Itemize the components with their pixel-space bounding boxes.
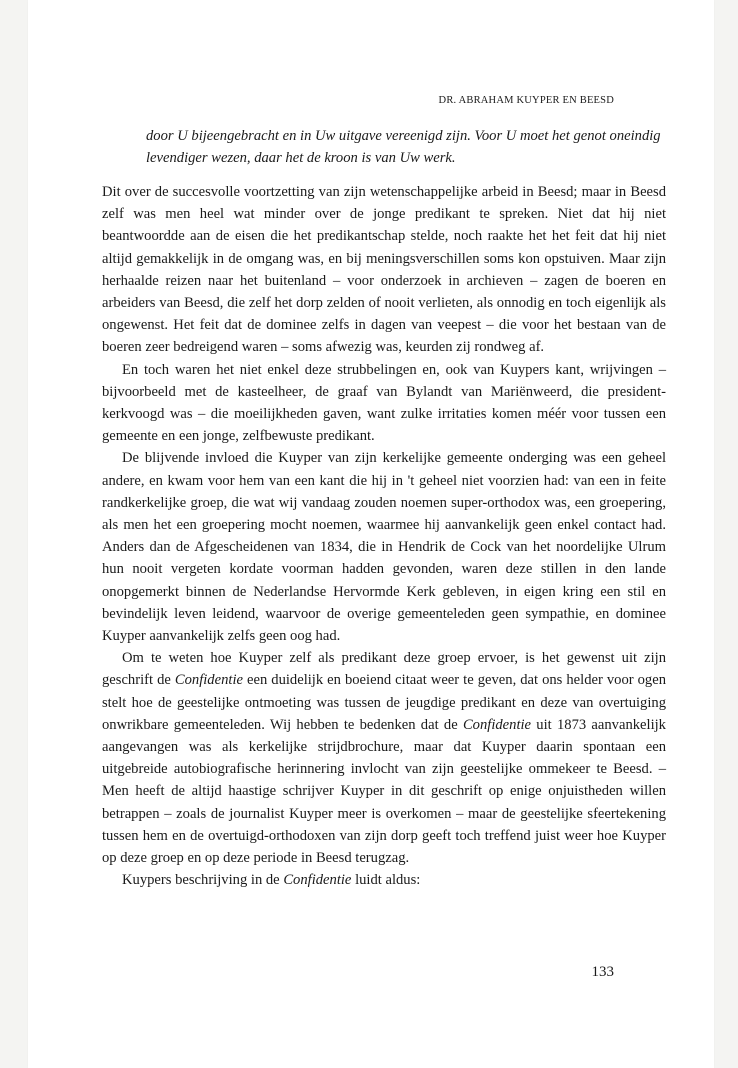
title-confidentie: Confidentie xyxy=(174,672,243,689)
paragraph-3: De blijvende invloed die Kuyper van zijn kerkelijke gemeente onderging was een geheel andere, en kwam voor hem van een kant die hij in 't geheel niet voorzien had: van een in feite randkerkelijke groep, die wat wij vandaag zouden noemen super-orthodox was, een groepering, als men het een groepering mocht noemen, waarmee hij aanvankelijk geen enkel contact had. Anders dan de Afgescheidenen van 1834, die in Hendrik de Cock van het noordelijke Ulrum hun nooit vergeten kordate voorman hadden gevonden, waren deze stillen in den lande onopgemerkt binnen de Nederlandse Hervormde Kerk gebleven, in eigen kring een stil en bevindelijk leven leidend, waarvoor de overige gemeenteleden geen sympathie, en dominee Kuyper aanvankelijk zelfs geen oog had. xyxy=(102,450,666,645)
paragraph-4-text-c: uit 1873 aanvankelijk aangevangen was als kerkelijke strijdbrochure, maar dat Kuyper daarin spontaan een uitgebreide autobiografische herinnering invlocht van zijn geestelijke ommekeer te Beesd. – Men heeft de altijd haastige schrijver Kuyper in dit geschrift op enige onjuistheden willen betrappen – zoals de journalist Kuyper meer is overkomen – maar de geestelijke sfeertekening tussen hem en de overtuigd-orthodoxen van zijn dorp geeft toch treffend juist weer hoe Kuyper op deze groep en op deze periode in Beesd terugzag. xyxy=(102,716,666,867)
page-number: 133 xyxy=(591,964,614,980)
running-head: DR. ABRAHAM KUYPER EN BEESD xyxy=(438,95,614,106)
paragraph-5-text-b: luidt aldus: xyxy=(351,872,421,889)
paragraph-1: Dit over de succesvolle voortzetting van zijn wetenschappelijke arbeid in Beesd; maar in Beesd zelf was men heel wat minder over de jonge predikant te spreken. Niet dat hij niet beantwoordde aan de eisen die het predikantschap stelde, noch raakte het het feit dat hij niet altijd gemakkelijk in de omgang was, en bij meningsverschillen soms kon opstuiven. Maar zijn herhaalde reizen naar het buitenland – voor onderzoek in archieven – zagen de boeren en arbeiders van Beesd, die zelf het dorp zelden of nooit verlieten, als onnodig en toch eigenlijk als ongewenst. Het feit dat de dominee zelfs in dagen van veepest – die voor het bestaan van de boeren zeer bedreigend waren – soms afwezig was, keurden zij rondweg af. xyxy=(102,184,666,356)
paragraph-5-text-a: Kuypers beschrijving in de xyxy=(122,872,284,889)
body-text xyxy=(102,181,666,892)
paragraph-4-text-b: een duidelijk en boeiend citaat weer te geven, dat ons helder voor ogen stelt hoe de geestelijke ontmoeting was tussen de jeugdige predikant en deze van overtuiging onwrikbare gemeenteleden. Wij hebben te bedenken dat de xyxy=(102,672,666,733)
title-confidentie: Confidentie xyxy=(462,716,532,733)
paragraph-2: En toch waren het niet enkel deze strubbelingen en, ook van Kuypers kant, wrijvingen – bijvoorbeeld met de kasteelheer, de graaf van Bylandt van Mariënweerd, die president-kerkvoogd was – die moeilijkheden gaven, want zulke irritaties komen méér voor tussen een gemeente en een jonge, zelfbewuste predikant. xyxy=(102,361,666,445)
title-confidentie: Confidentie xyxy=(283,872,352,889)
paragraph-4-text-a: Om te weten hoe Kuyper zelf als predikant deze groep ervoer, is het gewenst uit zijn geschrift de xyxy=(102,650,666,689)
block-quote xyxy=(146,125,666,169)
quote-text: door U bijeengebracht en in Uw uitgave vereenigd zijn. Voor U moet het genot oneindig levendiger wezen, daar het de kroon is van Uw werk. xyxy=(146,128,661,166)
book-page xyxy=(28,0,714,1068)
paragraph-5 xyxy=(102,869,666,891)
paragraph-4 xyxy=(102,647,666,869)
